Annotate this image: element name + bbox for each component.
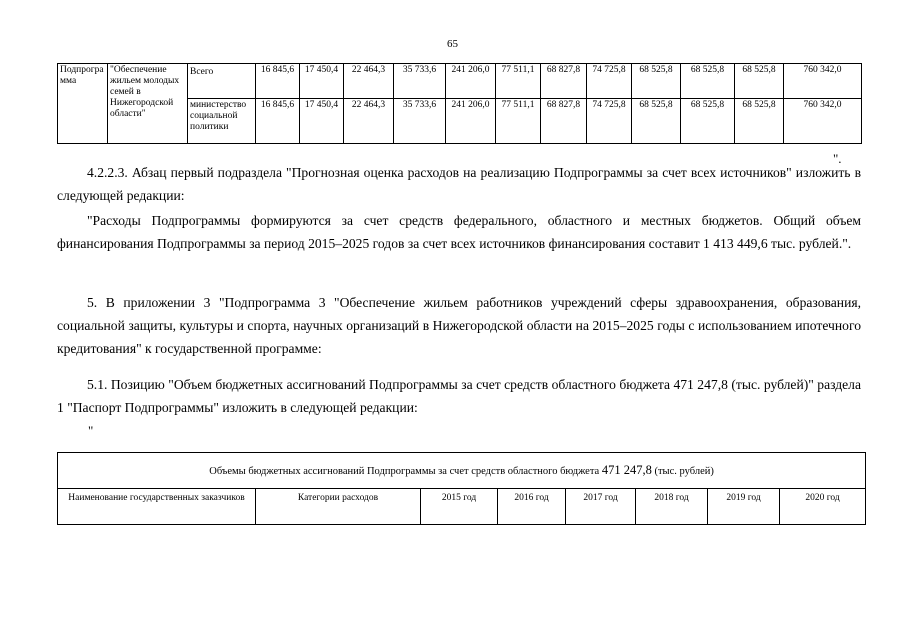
category-cell: министерство социальной политики (188, 99, 256, 144)
value-cell: 22 464,3 (344, 64, 394, 99)
paragraph: 4.2.2.3. Абзац первый подраздела "Прогнозная оценка расходов на реализацию Подпрограммы за счет всех источников" изложить в следующей редакции: (57, 165, 861, 203)
value-cell: 68 525,8 (681, 64, 735, 99)
column-header: 2018 год (636, 489, 708, 525)
value-cell: 16 845,6 (256, 64, 300, 99)
value-cell: 68 525,8 (681, 99, 735, 144)
value-cell: 74 725,8 (587, 99, 632, 144)
page-number: 65 (447, 38, 458, 50)
column-header: 2020 год (780, 489, 866, 525)
value-cell: 35 733,6 (394, 64, 446, 99)
category-cell: Всего (188, 64, 256, 99)
value-cell: 241 206,0 (446, 64, 496, 99)
column-header: 2019 год (708, 489, 780, 525)
value-cell: 68 827,8 (541, 64, 587, 99)
funding-table (57, 63, 862, 144)
value-cell: 22 464,3 (344, 99, 394, 144)
table-title-amount: 471 247,8 (601, 463, 652, 477)
total-cell: 760 342,0 (784, 99, 862, 144)
column-header: Наименование государственных заказчиков (58, 489, 256, 525)
value-cell: 77 511,1 (496, 99, 541, 144)
column-header: 2015 год (421, 489, 498, 525)
table-title-prefix: Объемы бюджетных ассигнований Подпрограммы за счет средств областного бюджета (209, 466, 600, 477)
column-header: 2017 год (566, 489, 636, 525)
paragraph: 5.1. Позицию "Объем бюджетных ассигнований Подпрограммы за счет средств областного бюджета 471 247,8 (тыс. рублей)" раздела 1 "Паспорт Подпрограммы" изложить в следующей редакции: (57, 377, 861, 415)
row-type: Подпрограмма (58, 64, 108, 144)
value-cell: 68 827,8 (541, 99, 587, 144)
value-cell: 68 525,8 (632, 99, 681, 144)
value-cell: 68 525,8 (632, 64, 681, 99)
table-title-suffix: (тыс. рублей) (654, 466, 714, 477)
value-cell: 241 206,0 (446, 99, 496, 144)
total-cell: 760 342,0 (784, 64, 862, 99)
paragraph: 5. В приложении 3 "Подпрограмма 3 "Обеспечение жильем работников учреждений сферы здравоохранения, образования, социальной защиты, культуры и спорта, научных организаций в Нижегородской области на 2015–2025 годы с использованием ипотечного кредитования" к государственной программе: (57, 295, 861, 356)
value-cell: 17 450,4 (300, 99, 344, 144)
table-row (58, 64, 862, 99)
opening-quote: " (88, 423, 94, 438)
closing-quote: ". (833, 151, 842, 166)
value-cell: 16 845,6 (256, 99, 300, 144)
value-cell: 74 725,8 (587, 64, 632, 99)
column-header: 2016 год (498, 489, 566, 525)
column-header: Категории расходов (256, 489, 421, 525)
table-title (58, 453, 866, 489)
value-cell: 35 733,6 (394, 99, 446, 144)
paragraph: "Расходы Подпрограммы формируются за счет средств федерального, областного и местных бюджетов. Общий объем финансирования Подпрограммы за период 2015–2025 годов за счет всех источников финансирования составит 1 413 449,6 тыс. рублей.". (57, 213, 861, 251)
budget-table (57, 452, 866, 525)
value-cell: 68 525,8 (735, 64, 784, 99)
subprogram-name: "Обеспечение жильем молодых семей в Нижегородской области" (108, 64, 188, 144)
value-cell: 17 450,4 (300, 64, 344, 99)
value-cell: 77 511,1 (496, 64, 541, 99)
value-cell: 68 525,8 (735, 99, 784, 144)
